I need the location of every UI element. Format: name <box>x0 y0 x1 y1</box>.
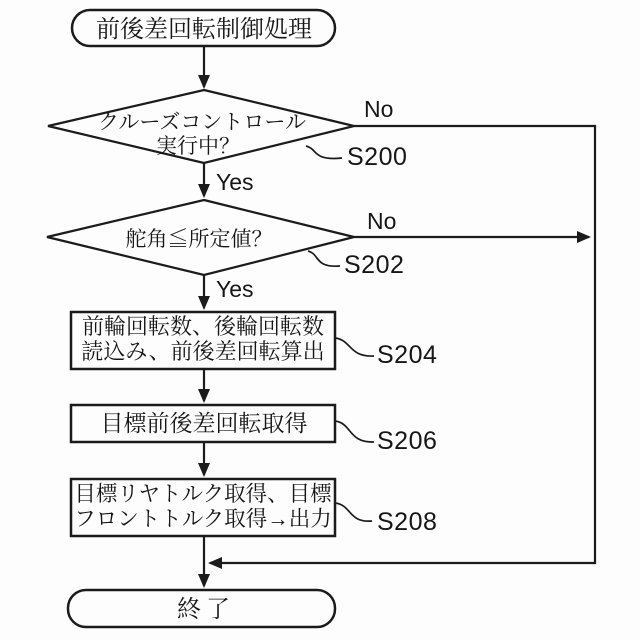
start-terminal-label: 前後差回転制御処理 <box>96 16 312 43</box>
leader-s206 <box>335 421 374 442</box>
decision-s202-text: 舵角≦所定値？ <box>125 228 273 251</box>
leader-s208 <box>335 503 372 521</box>
end-terminal-label: 終了 <box>177 596 235 623</box>
label-no-s200: No <box>364 96 394 122</box>
label-yes-s200: Yes <box>216 169 254 195</box>
label-no-s202: No <box>367 208 397 234</box>
decision-s200-line1: クルーズコントロール <box>98 111 306 134</box>
decision-s200-line2: 実行中？ <box>156 135 240 158</box>
leader-s202 <box>308 251 340 266</box>
step-label-s204: S204 <box>377 341 438 369</box>
leader-s204 <box>335 338 374 356</box>
process-s204-line1: 前輪回転数、後輪回転数 <box>81 314 325 339</box>
step-label-s202: S202 <box>344 251 405 279</box>
process-s208-line2: フロントトルク取得→出力 <box>74 507 332 531</box>
process-s208-line1: 目標リヤトルク取得、目標 <box>74 482 332 506</box>
step-label-s208: S208 <box>377 508 438 536</box>
step-label-s206: S206 <box>377 427 438 455</box>
label-yes-s202: Yes <box>216 276 254 302</box>
step-label-s200: S200 <box>347 143 408 171</box>
process-s206-text: 目標前後差回転取得 <box>100 410 308 436</box>
leader-s200 <box>306 146 342 158</box>
process-s204-line2: 読込み、前後差回転算出 <box>81 339 325 364</box>
